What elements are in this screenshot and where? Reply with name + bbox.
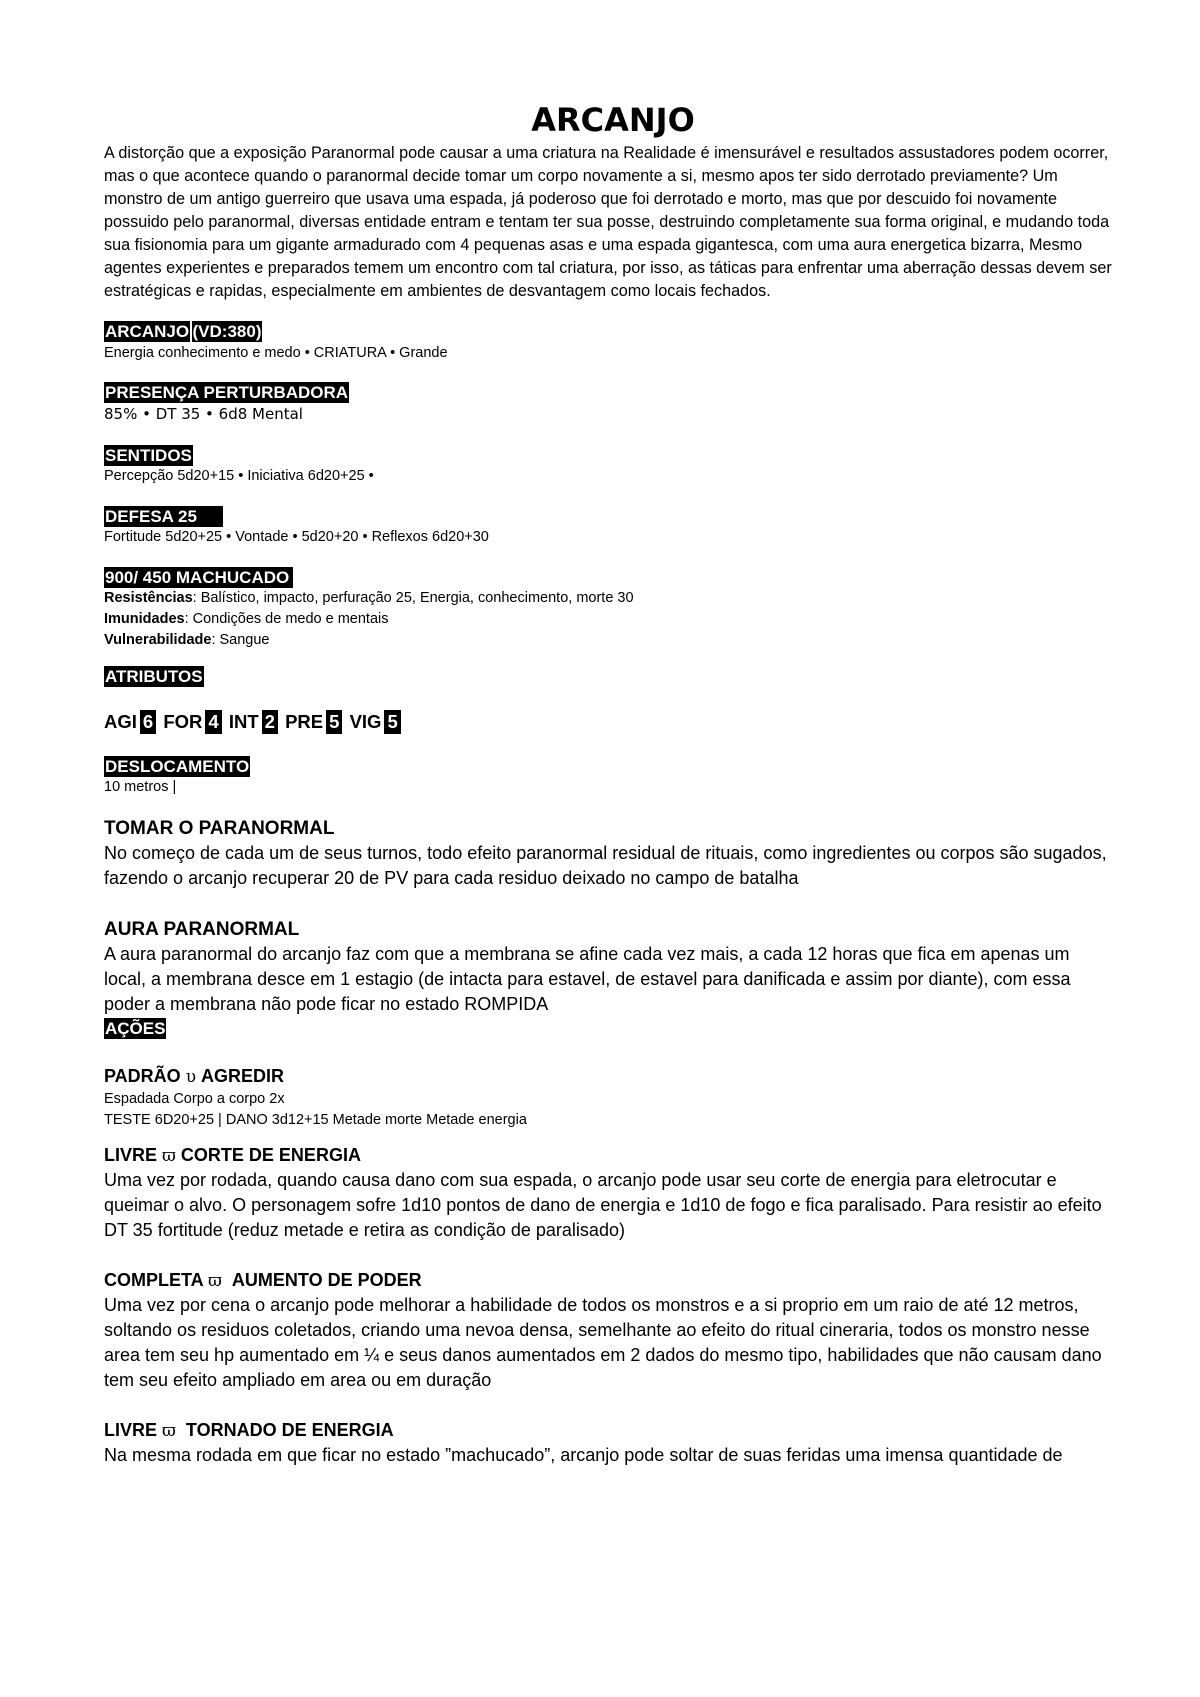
movement-label: DESLOCAMENTO [105, 757, 250, 776]
defense-section [104, 506, 1114, 548]
creature-vd: (VD:380) [192, 322, 262, 341]
attr-agi: AGI 6 [104, 711, 158, 732]
resistances-label: Resistências [104, 590, 193, 606]
action-line: Espadada Corpo a corpo 2x [104, 1091, 285, 1107]
resistances-value: : Balístico, impacto, perfuração 25, Energia, conhecimento, morte 30 [192, 590, 634, 606]
action-tornado-energia [104, 1418, 1114, 1468]
action-symbol-icon: ϖ [208, 1271, 222, 1291]
attr-vig-value: 5 [384, 710, 400, 734]
actions-section [104, 1018, 1114, 1039]
senses-section [104, 445, 1114, 487]
action-heading: LIVRE ϖ CORTE DE ENERGIA [104, 1145, 361, 1166]
resistances-line [104, 588, 1114, 609]
immunities-label: Imunidades [104, 611, 185, 627]
presence-value: 85% • DT 35 • 6d8 Mental [104, 405, 303, 423]
attr-for-value: 4 [205, 710, 221, 734]
attr-int-value: 2 [262, 710, 278, 734]
document-page [104, 100, 1114, 1465]
attr-agi-value: 6 [140, 710, 156, 734]
action-heading: LIVRE ϖ TORNADO DE ENERGIA [104, 1420, 394, 1441]
statblock-header [104, 321, 1114, 364]
ability-text: No começo de cada um de seus turnos, todo efeito paranormal residual de rituais, como ingredientes ou corpos são sugados, fazendo o arcanjo recuperar 20 de PV para cada residuo deixado no campo de batalha [104, 843, 1107, 888]
action-symbol-icon: ϖ [162, 1146, 176, 1166]
creature-name: ARCANJO [105, 322, 190, 341]
action-heading: COMPLETA ϖ AUMENTO DE PODER [104, 1270, 422, 1291]
action-agredir [104, 1064, 1114, 1131]
immunities-value: : Condições de medo e mentais [184, 611, 389, 627]
action-aumento-poder [104, 1268, 1114, 1393]
action-text: Uma vez por rodada, quando causa dano com sua espada, o arcanjo pode usar seu corte de energia para eletrocutar e queimar o alvo. O personagem sofre 1d10 pontos de dano de energia e 1d10 de fogo e fica paralisado. Para resistir ao efeito DT 35 fortitude (reduz metade e retira as condição de paralisado) [104, 1170, 1102, 1240]
presence-section [104, 382, 1114, 425]
movement-section [104, 756, 1114, 798]
attributes-label: ATRIBUTOS [105, 667, 203, 686]
immunities-line [104, 609, 1114, 630]
vulnerability-value: : Sangue [211, 632, 270, 648]
attr-for: FOR 4 [163, 711, 223, 732]
attr-vig: VIG 5 [350, 711, 403, 732]
senses-value: Percepção 5d20+15 • Iniciativa 6d20+25 • [104, 468, 374, 484]
hp-section [104, 567, 1114, 651]
ability-aura-paranormal [104, 918, 1114, 1017]
ability-title: AURA PARANORMAL [104, 919, 300, 940]
senses-label: SENTIDOS [105, 446, 192, 465]
vulnerability-line [104, 630, 1114, 651]
action-text: Na mesma rodada em que ficar no estado ”machucado”, arcanjo pode soltar de suas feridas uma imensa quantidade de [104, 1445, 1063, 1465]
ability-text: A aura paranormal do arcanjo faz com que a membrana se afine cada vez mais, a cada 12 horas que fica em apenas um local, a membrana desce em 1 estagio (de intacta para estavel, de estavel para danificada e assim por diante), com essa poder a membrana não pode ficar no estado ROMPIDA [104, 944, 1071, 1014]
attr-pre-value: 5 [326, 710, 342, 734]
attributes-row [104, 710, 1114, 734]
ability-tomar-paranormal [104, 817, 1114, 891]
attr-int: INT 2 [229, 711, 280, 732]
vulnerability-label: Vulnerabilidade [104, 632, 212, 648]
hp-label: 900/ 450 MACHUCADO [104, 567, 293, 588]
action-text: Uma vez por cena o arcanjo pode melhorar a habilidade de todos os monstros e a si proprio em um raio de até 12 metros, soltando os residuos coletados, criando uma nevoa densa, semelhante ao efeito do ritual cineraria, todos os monstro nesse area tem seu hp aumentado em ¼ e seus danos aumentados em 2 dados do mesmo tipo, habilidades que não causam dano tem seu efeito ampliado em area ou em duração [104, 1295, 1102, 1390]
attributes-section [104, 666, 1114, 687]
action-symbol-icon: ϖ [162, 1421, 176, 1441]
defense-value: Fortitude 5d20+25 • Vontade • 5d20+20 • Reflexos 6d20+30 [104, 529, 489, 545]
page-title: ARCANJO [531, 101, 695, 139]
ability-title: TOMAR O PARANORMAL [104, 818, 335, 839]
action-heading: PADRÃO υ AGREDIR [104, 1066, 285, 1087]
action-line: TESTE 6D20+25 | DANO 3d12+15 Metade morte Metade energia [104, 1112, 527, 1128]
movement-value: 10 metros | [104, 779, 177, 795]
actions-label: AÇÕES [105, 1019, 166, 1038]
defense-label: DEFESA 25 [104, 506, 223, 527]
action-symbol-icon: υ [185, 1067, 197, 1087]
attr-pre: PRE 5 [285, 711, 344, 732]
creature-type: Energia conhecimento e medo • CRIATURA • Grande [104, 345, 448, 361]
intro-paragraph: A distorção que a exposição Paranormal pode causar a uma criatura na Realidade é imensurável e resultados assustadores podem ocorrer, mas o que acontece quando o paranormal decide tomar um corpo novamente a si, mesmo apos ter sido derrotado previamente? Um monstro de um antigo guerreiro que usava uma espada, já poderoso que foi derrotado e morto, mas que por descuido foi novamente possuido pelo paranormal, diversas entidade entram e tentam ter sua posse, destruindo completamente sua forma original, e mudando toda sua fisionomia para um gigante armadurado com 4 pequenas asas e uma espada gigantesca, com uma aura energetica bizarra, Mesmo agentes experientes e preparados temem um encontro com tal criatura, por isso, as táticas para enfrentar uma aberração dessas devem ser estratégicas e rapidas, especialmente em ambientes de desvantagem como locais fechados. [104, 144, 1112, 300]
presence-label: PRESENÇA PERTURBADORA [105, 383, 349, 402]
action-corte-energia [104, 1143, 1114, 1243]
